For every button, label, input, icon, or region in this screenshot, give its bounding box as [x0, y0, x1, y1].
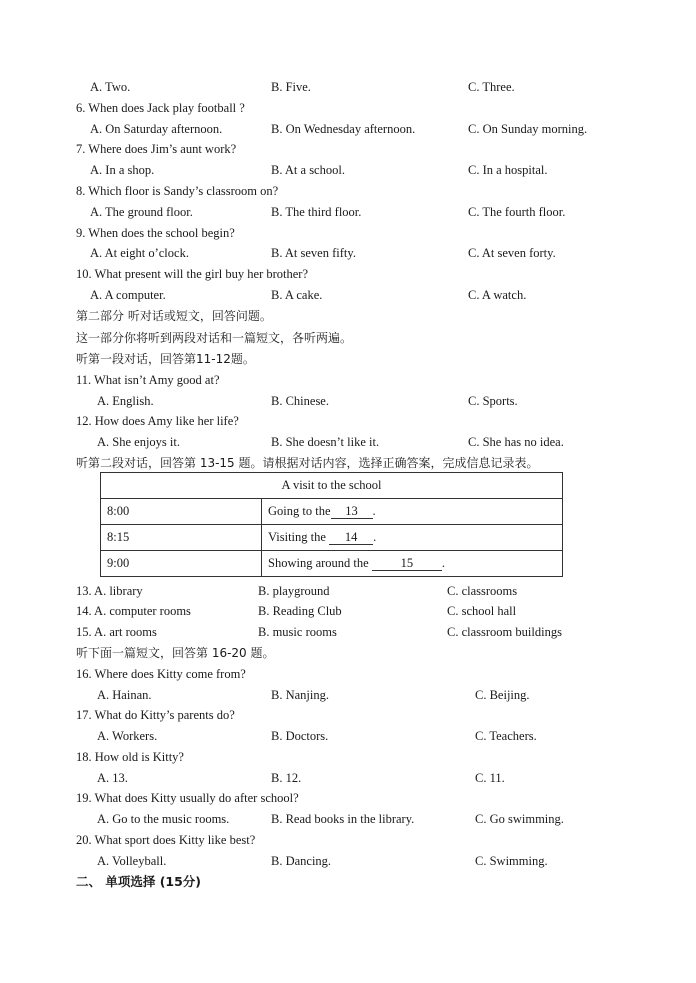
q10-option-c: C. A watch. [468, 288, 527, 302]
q11-option-a: A. English. [97, 394, 154, 408]
part2-title: 第二部分 听对话或短文，回答问题。 [76, 309, 272, 323]
q13-option-a: 13. A. library [76, 584, 143, 598]
q18-option-c: C. 11. [475, 771, 505, 785]
table-time: 8:15 [101, 525, 262, 551]
q7-option-c: C. In a hospital. [468, 163, 548, 177]
record-table [100, 472, 563, 577]
answer-blank: 15 [372, 557, 442, 571]
table-title: A visit to the school [101, 473, 563, 499]
q12-option-c: C. She has no idea. [468, 435, 564, 449]
q12-option-a: A. She enjoys it. [97, 435, 180, 449]
q7-option-b: B. At a school. [271, 163, 345, 177]
q16-option-b: B. Nanjing. [271, 688, 329, 702]
q18-stem: 18. How old is Kitty? [76, 750, 184, 764]
q12-stem: 12. How does Amy like her life? [76, 414, 239, 428]
q9-option-b: B. At seven fifty. [271, 246, 356, 260]
q16-option-c: C. Beijing. [475, 688, 530, 702]
activity-text: Going to the [268, 504, 331, 518]
q9-option-a: A. At eight o’clock. [90, 246, 189, 260]
q6-option-c: C. On Sunday morning. [468, 122, 588, 136]
activity-end: . [372, 504, 376, 518]
q17-option-b: B. Doctors. [271, 729, 329, 743]
table-time: 9:00 [101, 551, 262, 577]
q14-option-a: 14. A. computer rooms [76, 604, 191, 618]
q15-option-a: 15. A. art rooms [76, 625, 157, 639]
dialog2-instruction: 听第二段对话，回答第 13-15 题。请根据对话内容，选择正确答案，完成信息记录表。 [76, 456, 539, 470]
q19-stem: 19. What does Kitty usually do after school? [76, 791, 299, 805]
q13-option-c: C. classrooms [447, 584, 518, 598]
dialog1-instruction: 听第一段对话，回答第11-12题。 [76, 352, 255, 366]
q20-option-a: A. Volleyball. [97, 854, 167, 868]
q8-option-a: A. The ground floor. [90, 205, 193, 219]
q8-stem: 8. Which floor is Sandy’s classroom on? [76, 184, 279, 198]
q10-option-a: A. A computer. [90, 288, 166, 302]
q8-option-b: B. The third floor. [271, 205, 362, 219]
q14-option-b: B. Reading Club [258, 604, 342, 618]
table-activity [262, 551, 563, 577]
passage-instruction: 听下面一篇短文，回答第 16-20 题。 [76, 646, 275, 660]
activity-text: Visiting the [268, 530, 330, 544]
activity-text: Showing around the [268, 556, 372, 570]
q6-stem: 6. When does Jack play football ? [76, 101, 245, 115]
part2-intro: 这一部分你将听到两段对话和一篇短文，各听两遍。 [76, 331, 353, 345]
q20-option-c: C. Swimming. [475, 854, 548, 868]
q7-option-a: A. In a shop. [90, 163, 155, 177]
q16-option-a: A. Hainan. [97, 688, 152, 702]
table-header-row [101, 473, 563, 499]
q5-option-a: A. Two. [90, 80, 131, 94]
q6-option-a: A. On Saturday afternoon. [90, 122, 223, 136]
answer-blank: 14 [329, 531, 373, 545]
q9-option-c: C. At seven forty. [468, 246, 556, 260]
q16-stem: 16. Where does Kitty come from? [76, 667, 246, 681]
table-row [101, 499, 563, 525]
section2-heading: 二、 单项选择 (15分) [76, 874, 202, 889]
table-time: 8:00 [101, 499, 262, 525]
q20-option-b: B. Dancing. [271, 854, 332, 868]
q19-option-b: B. Read books in the library. [271, 812, 415, 826]
q14-option-c: C. school hall [447, 604, 517, 618]
q9-stem: 9. When does the school begin? [76, 226, 235, 240]
activity-end: . [373, 530, 377, 544]
q18-option-a: A. 13. [97, 771, 128, 785]
q10-stem: 10. What present will the girl buy her brother? [76, 267, 308, 281]
q6-option-b: B. On Wednesday afternoon. [271, 122, 416, 136]
q8-option-c: C. The fourth floor. [468, 205, 566, 219]
q17-stem: 17. What do Kitty’s parents do? [76, 708, 235, 722]
q19-option-a: A. Go to the music rooms. [97, 812, 230, 826]
table-row [101, 525, 563, 551]
q5-option-c: C. Three. [468, 80, 515, 94]
q7-stem: 7. Where does Jim’s aunt work? [76, 142, 237, 156]
q15-option-c: C. classroom buildings [447, 625, 562, 639]
q11-stem: 11. What isn’t Amy good at? [76, 373, 220, 387]
answer-blank: 13 [331, 505, 373, 519]
q10-option-b: B. A cake. [271, 288, 323, 302]
q13-option-b: B. playground [258, 584, 330, 598]
q17-option-c: C. Teachers. [475, 729, 537, 743]
q5-option-b: B. Five. [271, 80, 311, 94]
table-row [101, 551, 563, 577]
table-activity [262, 525, 563, 551]
q11-option-b: B. Chinese. [271, 394, 329, 408]
table-activity [262, 499, 563, 525]
q19-option-c: C. Go swimming. [475, 812, 564, 826]
activity-end: . [441, 556, 445, 570]
q17-option-a: A. Workers. [97, 729, 158, 743]
q20-stem: 20. What sport does Kitty like best? [76, 833, 256, 847]
q11-option-c: C. Sports. [468, 394, 518, 408]
q12-option-b: B. She doesn’t like it. [271, 435, 380, 449]
q15-option-b: B. music rooms [258, 625, 337, 639]
q18-option-b: B. 12. [271, 771, 302, 785]
